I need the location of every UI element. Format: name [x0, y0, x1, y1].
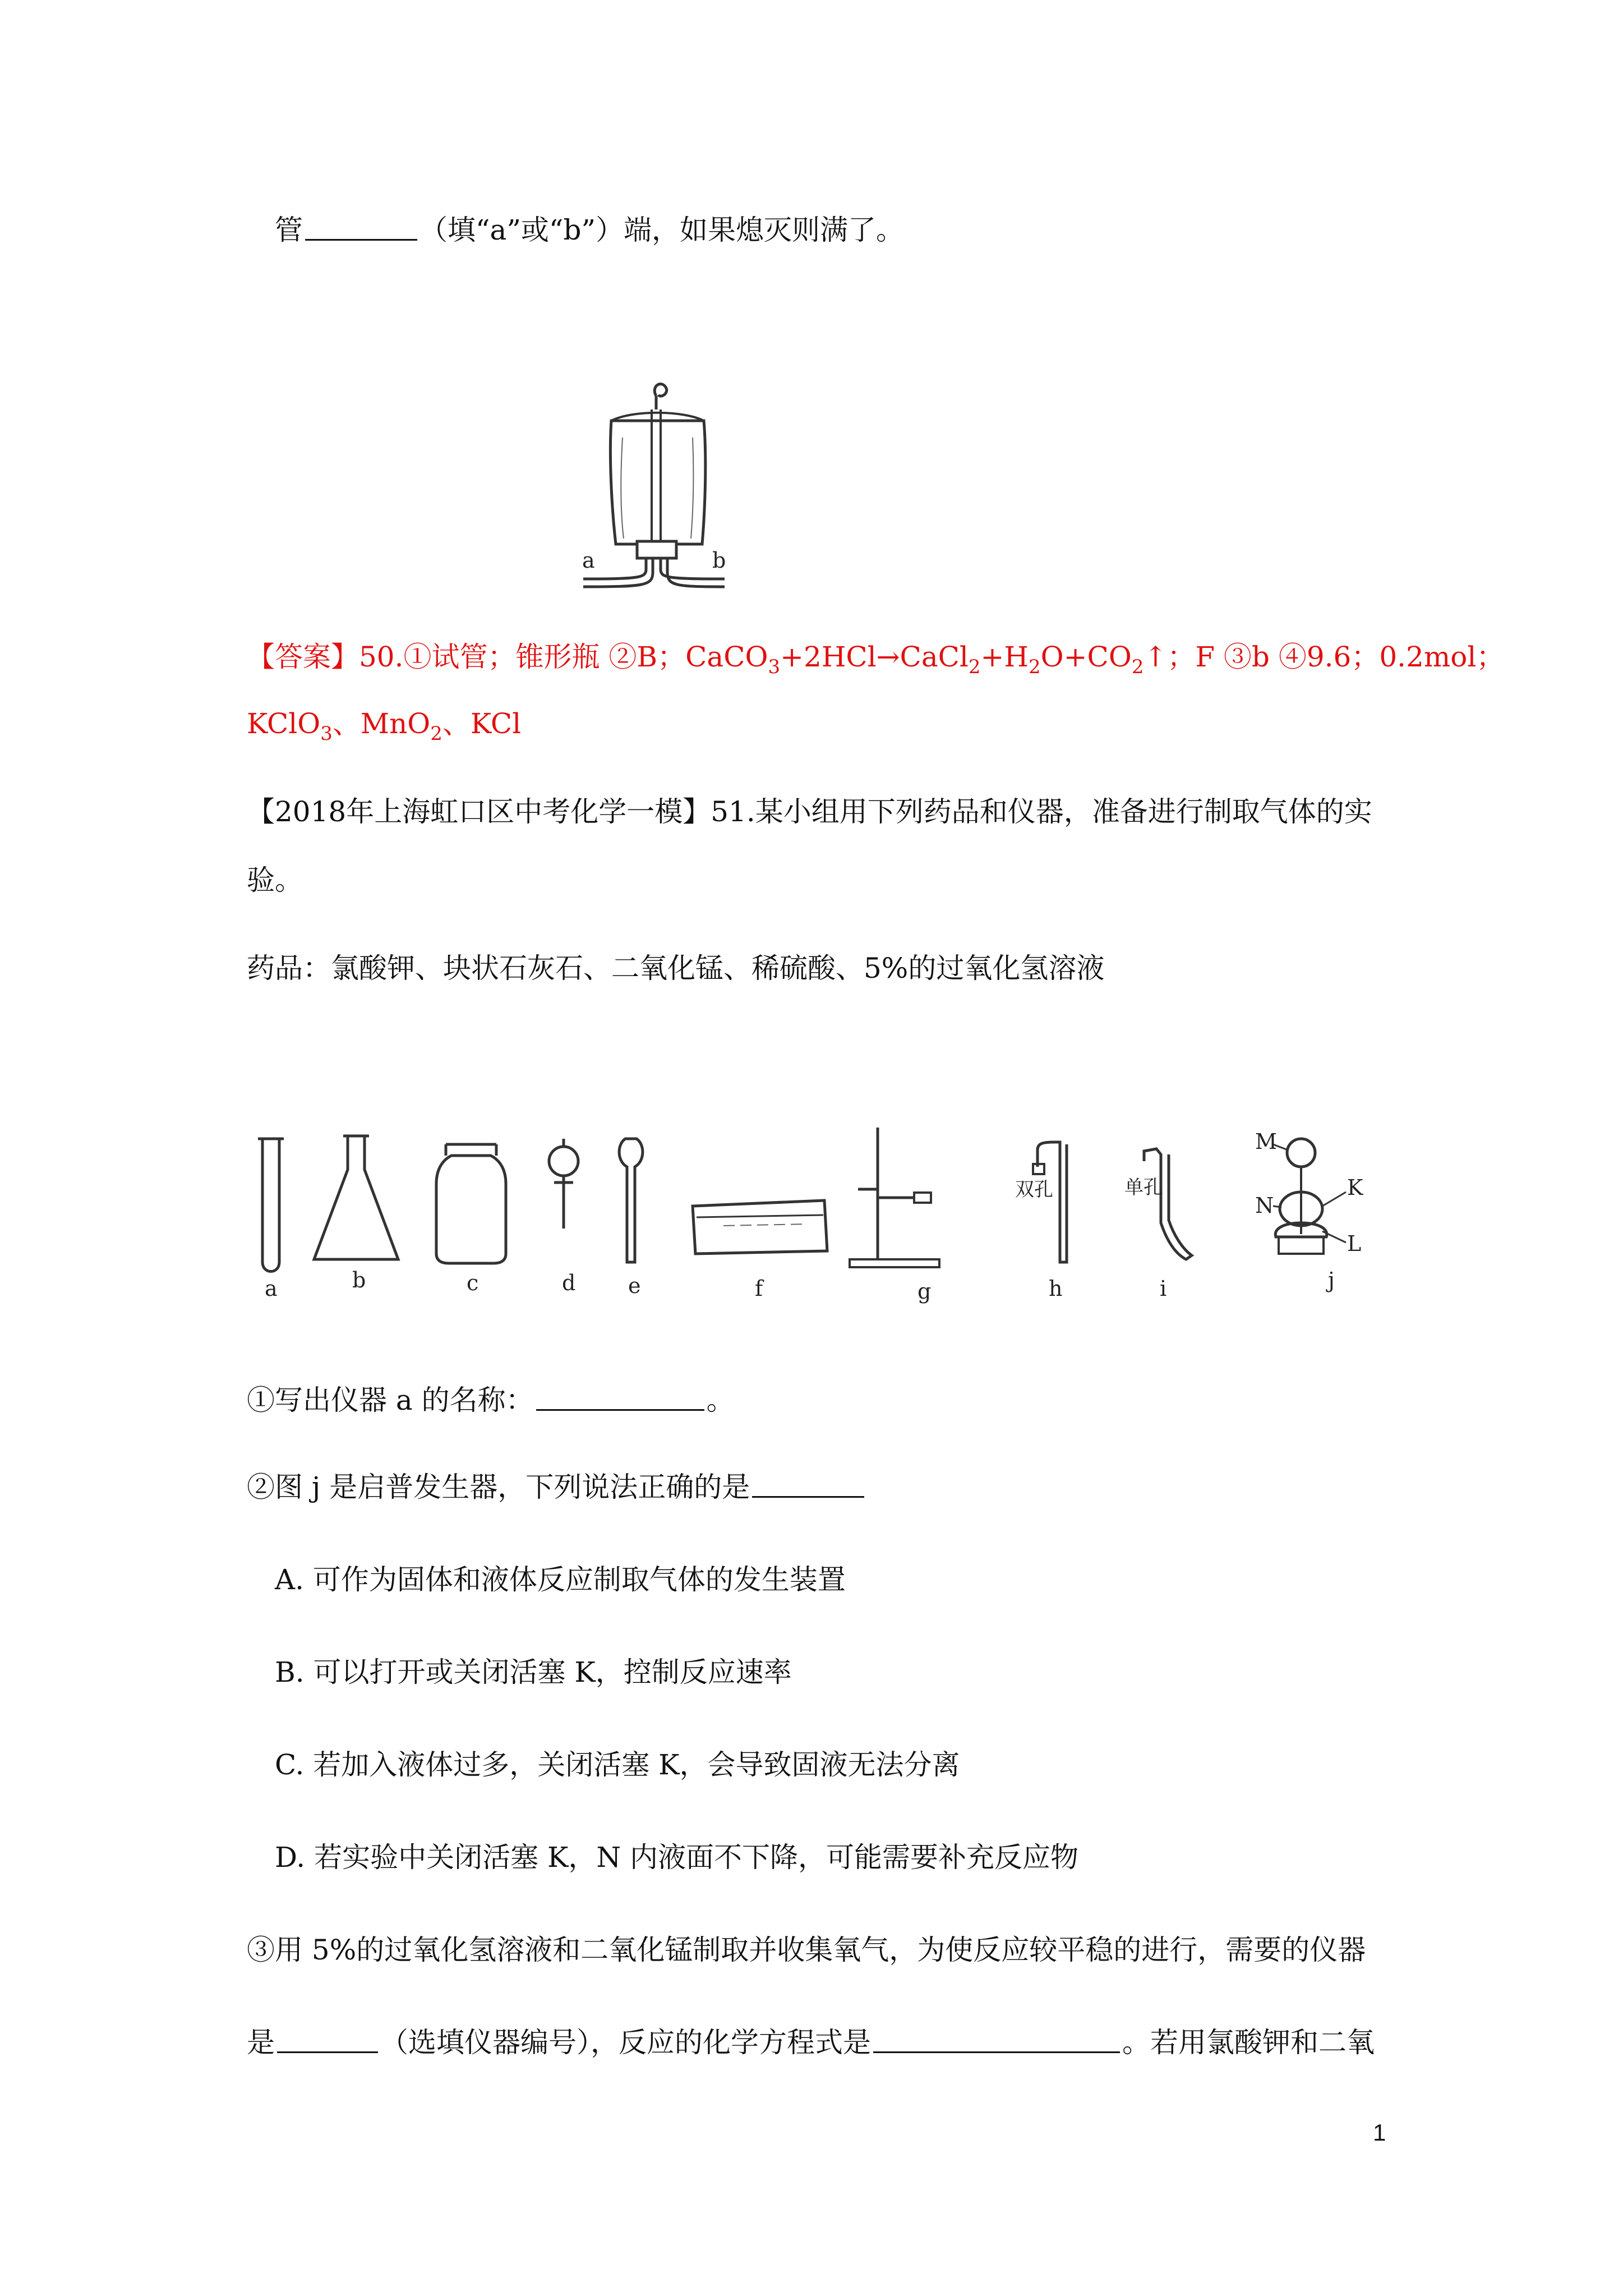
answer-blank[interactable] [305, 239, 417, 241]
option-b: B. 可以打开或关闭活塞 K，控制反应速率 [275, 1656, 792, 1688]
label-c: c [467, 1271, 479, 1295]
label-g: g [917, 1279, 932, 1304]
page-number: 1 [1373, 2119, 1386, 2146]
answer-text: 、MnO [332, 707, 431, 740]
label-f: f [755, 1276, 763, 1301]
label-a: a [265, 1276, 278, 1301]
answer-text: 、KCl [442, 707, 522, 740]
text-fragment: 是 [247, 2026, 275, 2059]
bag-label-b: b [712, 548, 726, 573]
apparatus-e-long-neck-funnel [619, 1139, 643, 1262]
answer-blank[interactable] [277, 2051, 378, 2053]
subscript: 3 [768, 656, 781, 678]
subscript: 2 [1029, 656, 1041, 678]
question-line-1: 【2018年上海虹口区中考化学一模】51.某小组用下列药品和仪器，准备进行制取气体的实 [247, 795, 1372, 828]
label-e: e [628, 1273, 641, 1298]
answer-blank[interactable] [752, 1496, 864, 1498]
label-b: b [352, 1268, 366, 1292]
kipp-label-K: K [1347, 1175, 1363, 1200]
subscript: 3 [320, 723, 333, 745]
apparatus-j-kipp-generator [1255, 1129, 1363, 1256]
subscript: 2 [430, 723, 442, 745]
kipp-label-L: L [1347, 1231, 1362, 1256]
option-c: C. 若加入液体过多，关闭活塞 K，会导致固液无法分离 [275, 1749, 960, 1781]
text-fragment: ①写出仪器 a 的名称： [247, 1384, 534, 1416]
apparatus-g-iron-stand [850, 1128, 939, 1267]
label-i: i [1160, 1276, 1167, 1301]
subscript: 2 [1131, 656, 1144, 678]
text-fragment: 管 [275, 214, 303, 246]
answer-line-1 [247, 637, 1504, 677]
drug-list: 药品：氯酸钾、块状石灰石、二氧化锰、稀硫酸、5%的过氧化氢溶液 [247, 952, 1105, 984]
answer-text: KClO [247, 707, 321, 740]
label-double-hole: 双孔 [1015, 1179, 1053, 1201]
apparatus-a-test-tube [258, 1139, 284, 1272]
kipp-label-M: M [1255, 1129, 1277, 1154]
apparatus-h-double-hole-stopper [1015, 1142, 1067, 1262]
answer-text: 【答案】50.①试管；锥形瓶 ②B；CaCO [247, 641, 768, 673]
answer-text: O+CO [1040, 641, 1132, 673]
answer-blank[interactable] [873, 2051, 1120, 2053]
apparatus-i-single-hole-stopper [1124, 1149, 1192, 1259]
bag-label-a: a [582, 548, 595, 573]
answer-text: ↑；F ③b ④9.6；0.2mol； [1144, 641, 1505, 673]
question-3-line-1: ③用 5%的过氧化氢溶液和二氧化锰制取并收集氧气，为使反应较平稳的进行，需要的仪器 [247, 1934, 1366, 1966]
answer-blank[interactable] [536, 1409, 704, 1411]
apparatus-c-gas-jar [436, 1144, 506, 1263]
answer-text: +H [980, 641, 1029, 673]
gas-bag-figure [572, 376, 740, 600]
option-a: A. 可作为固体和液体反应制取气体的发生装置 [275, 1563, 846, 1596]
apparatus-f-water-trough [693, 1200, 827, 1254]
label-j: j [1328, 1268, 1335, 1292]
answer-text: +2HCl→CaCl [780, 641, 969, 673]
question-2 [247, 1467, 866, 1507]
apparatus-b-conical-flask [314, 1136, 398, 1259]
text-fragment: ②图 j 是启普发生器，下列说法正确的是 [247, 1471, 750, 1503]
question-1 [247, 1380, 735, 1420]
label-single-hole: 单孔 [1124, 1176, 1163, 1199]
kipp-label-N: N [1255, 1193, 1274, 1218]
apparatus-figure [247, 1122, 1413, 1307]
question-3-line-2 [247, 2022, 1375, 2063]
option-d: D. 若实验中关闭活塞 K，N 内液面不下降，可能需要补充反应物 [275, 1841, 1078, 1874]
answer-line-2 [247, 703, 521, 744]
text-fragment: 。 [706, 1384, 735, 1416]
text-fragment: （选填仪器编号），反应的化学方程式是 [380, 2026, 871, 2059]
label-d: d [562, 1271, 576, 1295]
subscript: 2 [968, 656, 981, 678]
text-line-tube-end [275, 210, 904, 250]
question-line-2: 验。 [247, 864, 303, 896]
text-fragment: （填“a”或“b”）端，如果熄灭则满了。 [419, 214, 905, 246]
apparatus-d-separatory-funnel [549, 1139, 578, 1228]
label-h: h [1049, 1276, 1063, 1301]
text-fragment: 。若用氯酸钾和二氧 [1122, 2026, 1375, 2059]
